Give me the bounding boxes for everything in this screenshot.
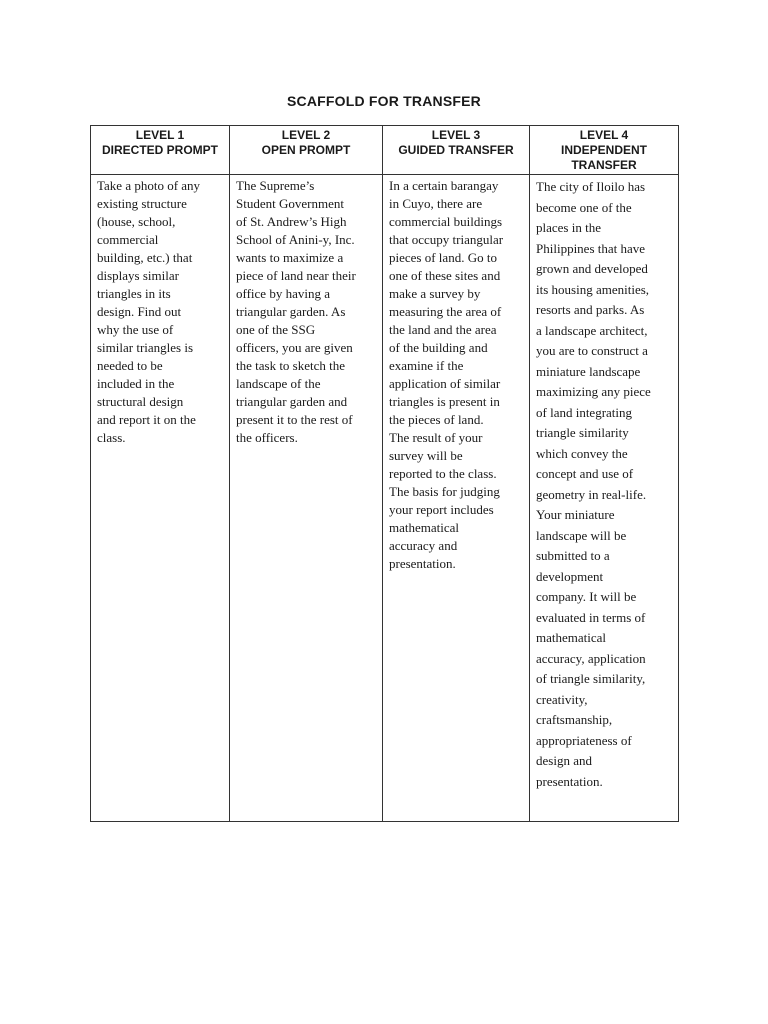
cell-text: The city of Iloilo has become one of the places in the Philippines that have grown and developed its housing amenities, resorts and parks. As a landscape architect, you are to construct a miniature landscape maximizing any piece of land integrating triangle similarity which convey the concept and use of geometry in real-life. Your miniature landscape will be submitted to a development company. It will be evaluated in terms of mathematical accuracy, application of triangle similarity, creativity, craftsmanship, appropriateness of design and presentation. [536, 179, 651, 789]
cell-text: The Supreme’s Student Government of St. Andrew’s High School of Anini-y, Inc. wants to maximize a piece of land near their office by having a triangular garden. As one of the SSG officers, you are given the task to sketch the landscape of the triangular garden and present it to the rest of the officers. [236, 178, 356, 445]
header-row [91, 126, 679, 175]
level-name: DIRECTED PROMPT [101, 143, 218, 157]
level-label: LEVEL 3 [431, 128, 481, 142]
header-level-4 [530, 126, 679, 175]
level-label: LEVEL 1 [135, 128, 185, 142]
level-name: GUIDED TRANSFER [398, 143, 514, 157]
header-level-3 [383, 126, 530, 175]
level-name-line-2: TRANSFER [571, 158, 637, 172]
level-name: OPEN PROMPT [261, 143, 351, 157]
header-level-2 [230, 126, 383, 175]
cell-level-1 [91, 175, 230, 822]
level-name: INDEPENDENT [560, 143, 647, 157]
content-row [91, 175, 679, 822]
level-label: LEVEL 4 [579, 128, 629, 142]
cell-text: In a certain barangay in Cuyo, there are commercial buildings that occupy triangular pieces of land. Go to one of these sites and make a survey by measuring the area of the land and the area of the building and examine if the application of similar triangles is present in the pieces of land. The result of your survey will be reported to the class. The basis for judging your report includes mathematical accuracy and presentation. [389, 178, 504, 571]
cell-level-2 [230, 175, 383, 822]
level-label: LEVEL 2 [281, 128, 331, 142]
scaffold-table [90, 125, 679, 822]
header-level-1 [91, 126, 230, 175]
cell-level-4 [530, 175, 679, 822]
cell-text: Take a photo of any existing structure (house, school, commercial building, etc.) that displays similar triangles in its design. Find out why the use of similar triangles is needed to be included in the structural design and report it on the class. [97, 178, 201, 445]
cell-level-3 [383, 175, 530, 822]
page-title: SCAFFOLD FOR TRANSFER [287, 93, 481, 109]
